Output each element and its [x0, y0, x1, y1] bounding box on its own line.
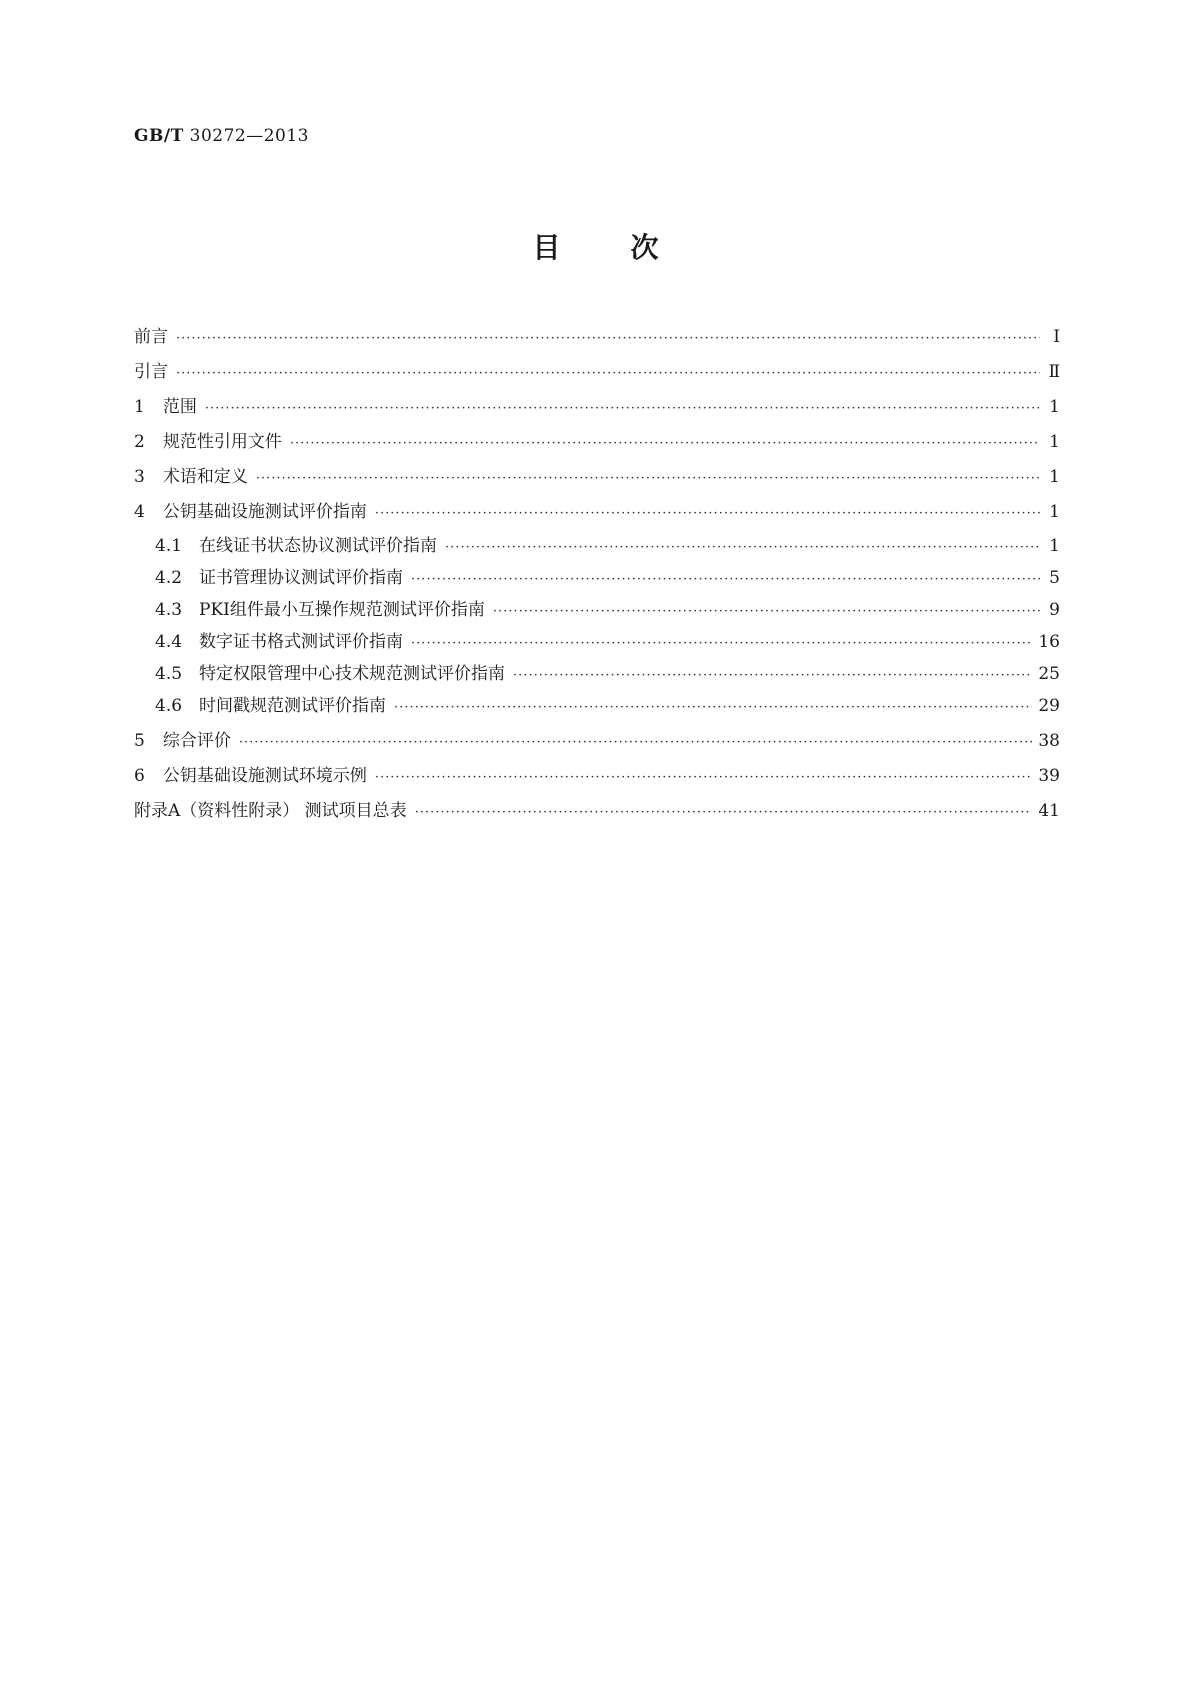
toc-entry-page: 5	[1049, 568, 1060, 588]
toc-leader-dots	[256, 468, 1040, 489]
toc-entry-page: 1	[1049, 432, 1060, 452]
toc-leader-dots	[375, 767, 1033, 788]
toc-leader-dots	[394, 697, 1032, 718]
toc-entry-label: 4.6 时间戳规范测试评价指南	[155, 696, 387, 716]
toc-entry-page: 1	[1049, 467, 1060, 487]
toc-entry-section-6[interactable]	[134, 766, 1060, 788]
toc-entry-section-4-4[interactable]	[134, 632, 1060, 654]
toc-entry-section-2[interactable]	[134, 432, 1060, 454]
toc-entry-page: Ⅱ	[1048, 362, 1060, 382]
toc-leader-dots	[290, 433, 1040, 454]
toc-entry-label: 4.2 证书管理协议测试评价指南	[155, 568, 404, 588]
toc-entry-page: 29	[1038, 696, 1060, 716]
toc-leader-dots	[239, 732, 1033, 753]
toc-leader-dots	[415, 802, 1033, 823]
toc-entry-section-5[interactable]	[134, 731, 1060, 753]
toc-entry-page: 25	[1038, 664, 1060, 684]
toc-entry-number: 4.6	[155, 696, 183, 716]
toc-entry-section-4-5[interactable]	[134, 664, 1060, 686]
toc-entry-section-3[interactable]	[134, 467, 1060, 489]
toc-entry-section-4[interactable]	[134, 502, 1060, 524]
toc-entry-number: 4.3	[155, 600, 183, 620]
toc-entry-number: 4	[134, 502, 145, 522]
toc-entry-label: 6 公钥基础设施测试环境示例	[134, 766, 367, 786]
toc-entry-page: 1	[1049, 397, 1060, 417]
toc-entry-label: 前言	[134, 327, 168, 347]
standard-code-prefix: GB/T	[134, 126, 184, 146]
table-of-contents	[134, 327, 1060, 823]
toc-entry-section-4-1[interactable]	[134, 536, 1060, 558]
standard-code	[134, 126, 309, 146]
toc-entry-section-1[interactable]	[134, 397, 1060, 419]
toc-leader-dots	[493, 601, 1040, 622]
toc-entry-number: 2	[134, 432, 145, 452]
toc-entry-introduction[interactable]	[134, 362, 1060, 384]
toc-entry-label: 引言	[134, 362, 168, 382]
toc-leader-dots	[176, 328, 1040, 349]
toc-entry-section-4-6[interactable]	[134, 696, 1060, 718]
toc-entry-label: 4.5 特定权限管理中心技术规范测试评价指南	[155, 664, 506, 684]
toc-leader-dots	[445, 537, 1040, 558]
toc-entry-number: 6	[134, 766, 145, 786]
toc-entry-label: 附录A（资料性附录） 测试项目总表	[134, 801, 407, 821]
toc-leader-dots	[411, 569, 1040, 590]
toc-entry-page: 39	[1038, 766, 1060, 786]
toc-entry-page: 16	[1038, 632, 1060, 652]
toc-leader-dots	[411, 633, 1032, 654]
toc-entry-page: Ⅰ	[1053, 327, 1060, 347]
toc-entry-label: 4.4 数字证书格式测试评价指南	[155, 632, 404, 652]
toc-leader-dots	[205, 398, 1040, 419]
toc-entry-page: 41	[1038, 801, 1060, 821]
toc-entry-foreword[interactable]	[134, 327, 1060, 349]
toc-entry-section-4-2[interactable]	[134, 568, 1060, 590]
toc-entry-label: 4.3 PKI组件最小互操作规范测试评价指南	[155, 600, 485, 620]
toc-leader-dots	[176, 363, 1040, 384]
toc-entry-label: 2 规范性引用文件	[134, 432, 282, 452]
toc-entry-number: 1	[134, 397, 145, 417]
toc-entry-page: 1	[1049, 536, 1060, 556]
toc-entry-appendix-a[interactable]	[134, 801, 1060, 823]
toc-entry-number: 5	[134, 731, 145, 751]
toc-entry-page: 38	[1038, 731, 1060, 751]
toc-leader-dots	[375, 503, 1040, 524]
toc-entry-label: 4.1 在线证书状态协议测试评价指南	[155, 536, 438, 556]
toc-entry-number: 4.1	[155, 536, 183, 556]
toc-entry-section-4-3[interactable]	[134, 600, 1060, 622]
toc-leader-dots	[513, 665, 1032, 686]
toc-entry-number: 3	[134, 467, 145, 487]
toc-entry-page: 1	[1049, 502, 1060, 522]
toc-entry-label: 5 综合评价	[134, 731, 231, 751]
toc-entry-page: 9	[1049, 600, 1060, 620]
toc-entry-number: 4.5	[155, 664, 183, 684]
toc-entry-label: 3 术语和定义	[134, 467, 248, 487]
toc-entry-label: 1 范围	[134, 397, 197, 417]
toc-entry-number: 4.4	[155, 632, 183, 652]
page-title: 目次	[532, 231, 729, 264]
toc-entry-number: 4.2	[155, 568, 183, 588]
standard-code-number: 30272—2013	[189, 126, 309, 146]
toc-entry-label: 4 公钥基础设施测试评价指南	[134, 502, 367, 522]
